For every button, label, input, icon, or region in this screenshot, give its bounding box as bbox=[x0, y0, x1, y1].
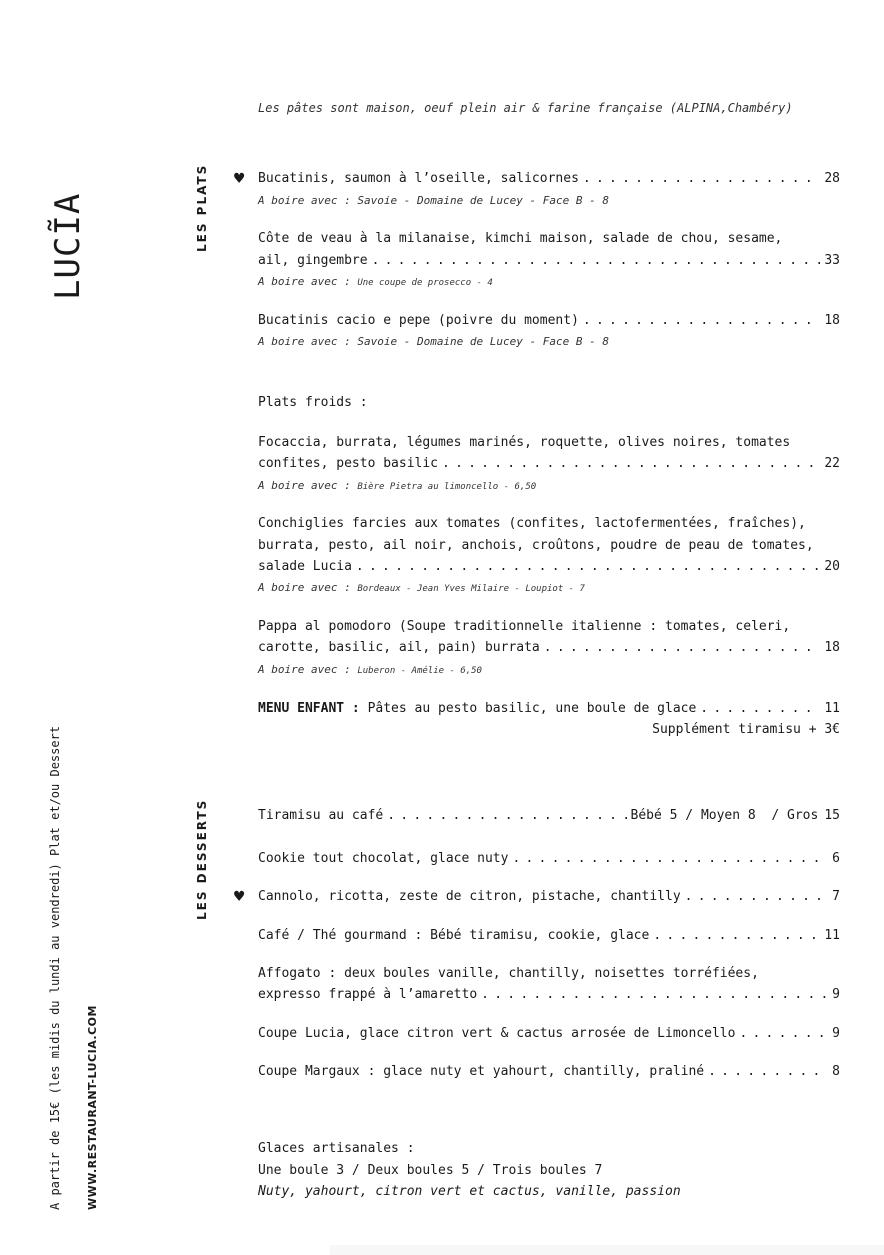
footer-shade bbox=[330, 1245, 884, 1255]
dessert-cafe-gourmand: Café / Thé gourmand : Bébé tiramisu, cookie, glace . . . 11 bbox=[258, 927, 840, 945]
menu-item-conchiglies-line3: salade Lucia . . . 20 bbox=[258, 558, 840, 576]
glaces-flavors: Nuty, yahourt, citron vert et cactus, vanille, passion bbox=[258, 1184, 681, 1199]
heart-icon: ♥ bbox=[234, 169, 245, 189]
wine-pairing: A boire avec : Une coupe de prosecco - 4 bbox=[258, 275, 493, 288]
menu-item-pappa-pomodoro: Pappa al pomodoro (Soupe traditionnelle italienne : tomates, celeri, bbox=[258, 619, 791, 634]
dessert-tiramisu: Tiramisu au café . . . Bébé 5 / Moyen 8 / Gros 15 bbox=[258, 807, 840, 825]
dessert-coupe-margaux: Coupe Margaux : glace nuty et yahourt, chantilly, praliné . . . 8 bbox=[258, 1063, 840, 1081]
pasta-intro-note: Les pâtes sont maison, oeuf plein air & farine française (ALPINA,Chambéry) bbox=[258, 101, 793, 115]
menu-enfant: MENU ENFANT : Pâtes au pesto basilic, une boule de glace . . . 11 bbox=[258, 700, 840, 718]
website-link[interactable]: WWW.RESTAURANT-LUCIA.COM bbox=[86, 1005, 99, 1210]
menu-item-bucatinis-saumon: Bucatinis, saumon à l’oseille, salicornes . . . 28 bbox=[258, 170, 840, 188]
wine-pairing: A boire avec : Bordeaux - Jean Yves Milaire - Loupiot - 7 bbox=[258, 581, 585, 594]
menu-item-conchiglies-line2: burrata, pesto, ail noir, anchois, croûtons, poudre de peau de tomates, bbox=[258, 538, 814, 553]
glaces-prices: Une boule 3 / Deux boules 5 / Trois boules 7 bbox=[258, 1163, 603, 1178]
dessert-cannolo: Cannolo, ricotta, zeste de citron, pistache, chantilly . . . 7 bbox=[258, 888, 840, 906]
menu-item-conchiglies: Conchiglies farcies aux tomates (confites, lactofermentées, fraîches), bbox=[258, 516, 806, 531]
restaurant-logo: LUCĨA bbox=[48, 192, 88, 300]
wine-pairing: A boire avec : Savoie - Domaine de Lucey - Face B - 8 bbox=[258, 335, 610, 348]
section-label-plats: LES PLATS bbox=[195, 163, 209, 252]
heart-icon: ♥ bbox=[234, 887, 245, 907]
wine-pairing: A boire avec : Bière Pietra au limoncello - 6,50 bbox=[258, 479, 537, 492]
dessert-cookie: Cookie tout chocolat, glace nuty . . . 6 bbox=[258, 850, 840, 868]
menu-item-cacio-pepe: Bucatinis cacio e pepe (poivre du moment) . . . 18 bbox=[258, 312, 840, 330]
section-label-desserts: LES DESSERTS bbox=[195, 798, 209, 920]
supplement-tiramisu: Supplément tiramisu + 3€ bbox=[652, 722, 840, 737]
dessert-affogato-line2: expresso frappé à l’amaretto . . . 9 bbox=[258, 986, 840, 1004]
lunch-formula-text: A partir de 15€ (les midis du lundi au vendredi) Plat et/ou Dessert bbox=[48, 725, 62, 1210]
glaces-heading: Glaces artisanales : bbox=[258, 1141, 415, 1156]
dessert-affogato: Affogato : deux boules vanille, chantilly, noisettes torréfiées, bbox=[258, 966, 759, 981]
wine-pairing: A boire avec : Savoie - Domaine de Lucey - Face B - 8 bbox=[258, 194, 610, 207]
dessert-coupe-lucia: Coupe Lucia, glace citron vert & cactus arrosée de Limoncello . . . 9 bbox=[258, 1025, 840, 1043]
menu-item-cote-veau-line2: ail, gingembre . . . 33 bbox=[258, 252, 840, 270]
wine-pairing: A boire avec : Luberon - Amélie - 6,50 bbox=[258, 663, 482, 676]
menu-item-focaccia-line2: confites, pesto basilic . . . 22 bbox=[258, 455, 840, 473]
plats-froids-heading: Plats froids : bbox=[258, 395, 368, 410]
menu-item-focaccia: Focaccia, burrata, légumes marinés, roquette, olives noires, tomates bbox=[258, 435, 791, 450]
menu-item-cote-veau: Côte de veau à la milanaise, kimchi maison, salade de chou, sesame, bbox=[258, 231, 783, 246]
menu-item-pappa-pomodoro-line2: carotte, basilic, ail, pain) burrata . . . 18 bbox=[258, 639, 840, 657]
